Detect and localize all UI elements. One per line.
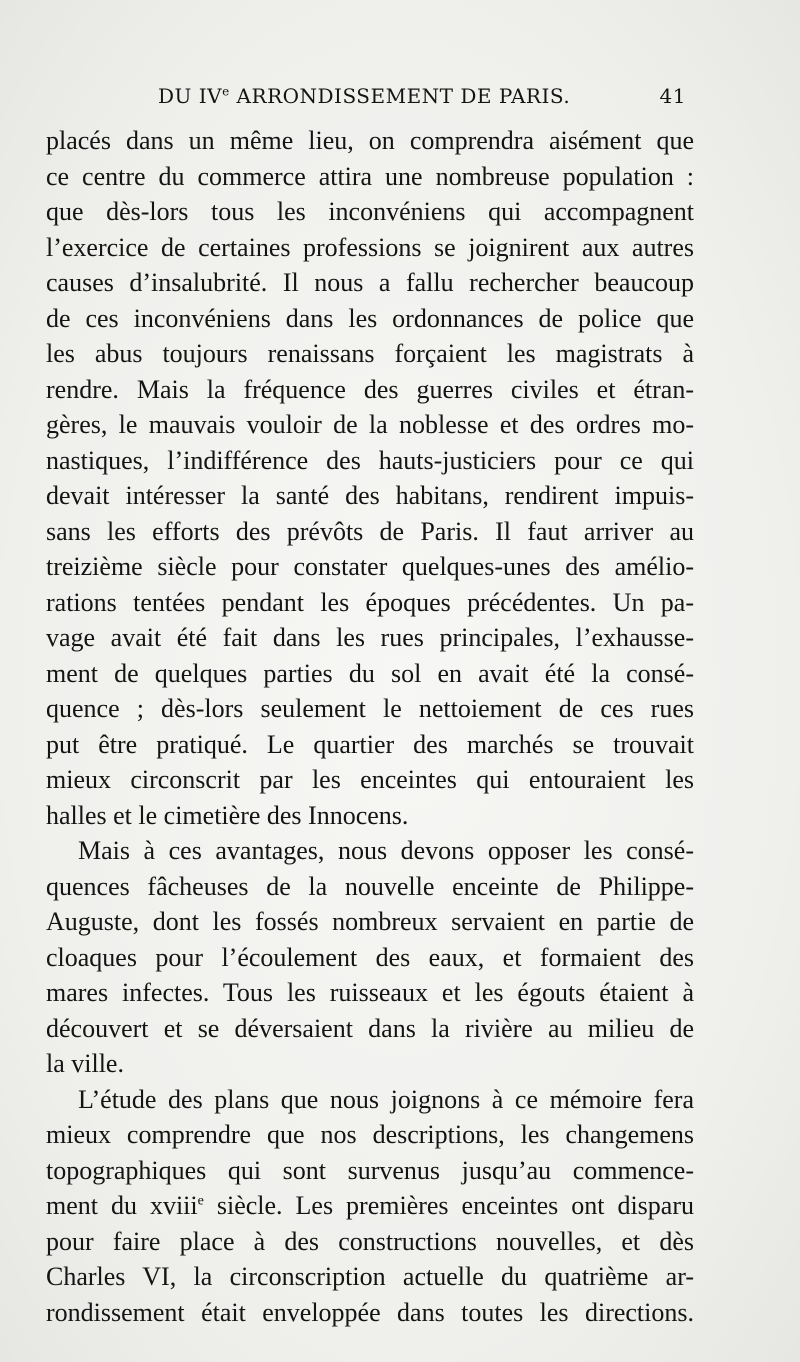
- text-line: halles et le cimetière des Innocens.: [46, 800, 409, 830]
- text-line: put être pratiqué. Le quartier des marchés se trouvait: [46, 729, 694, 759]
- text-line: causes d’insalubrité. Il nous a fallu rechercher beaucoup: [46, 268, 694, 297]
- text-segment: siècle. Les premières enceintes ont disparu: [203, 1191, 694, 1220]
- text-line: sans les efforts des prévôts de Paris. Il faut arriver au: [46, 516, 694, 546]
- text-line: topographiques qui sont survenus jusqu’au commence-: [46, 1155, 694, 1185]
- text-line: pour faire place à des constructions nouvelles, et dès: [46, 1226, 694, 1256]
- text-line: les abus toujours renaissans forçaient les magistrats à: [46, 339, 694, 368]
- text-line: cloaques pour l’écoulement des eaux, et formaient des: [46, 942, 694, 972]
- text-line: mieux circonscrit par les enceintes qui entouraient les: [46, 765, 694, 794]
- text-line: nastiques, l’indifférence des hauts-justiciers pour ce qui: [46, 445, 694, 475]
- text-line: rations tentées pendant les époques précédentes. Un pa-: [46, 587, 694, 617]
- text-line: de ces inconvéniens dans les ordonnances de police que: [46, 303, 694, 333]
- text-line: la ville.: [46, 1049, 124, 1078]
- body-text: [46, 123, 694, 1330]
- text-segment: ment du xviii: [46, 1191, 198, 1220]
- text-line: Auguste, dont les fossés nombreux servaient en partie de: [46, 907, 694, 936]
- text-line: Mais à ces avantages, nous devons opposer les consé-: [78, 836, 694, 865]
- text-line: ce centre du commerce attira une nombreuse population :: [46, 161, 694, 191]
- running-title-superscript: e: [222, 84, 230, 99]
- text-line: que dès-lors tous les inconvéniens qui accompagnent: [46, 197, 694, 226]
- text-line: vage avait été fait dans les rues principales, l’exhausse-: [46, 623, 694, 652]
- text-line: rendre. Mais la fréquence des guerres civiles et étran-: [46, 374, 694, 404]
- text-line: [46, 1188, 694, 1224]
- running-head: [158, 84, 686, 114]
- text-line: placés dans un même lieu, on comprendra aisément que: [46, 126, 694, 155]
- text-line: mieux comprendre que nos descriptions, les changemens: [46, 1120, 694, 1149]
- running-title-suffix: ARRONDISSEMENT DE PARIS.: [229, 84, 571, 108]
- text-line: gères, le mauvais vouloir de la noblesse et des ordres mo-: [46, 410, 694, 439]
- text-line: ment de quelques parties du sol en avait été la consé-: [46, 658, 694, 688]
- running-title: [158, 84, 570, 108]
- superscript: e: [197, 1193, 204, 1209]
- text-line: découvert et se déversaient dans la rivière au milieu de: [46, 1013, 694, 1043]
- text-line: l’exercice de certaines professions se joignirent aux autres: [46, 232, 694, 262]
- text-line: mares infectes. Tous les ruisseaux et les égouts étaient à: [46, 978, 694, 1007]
- text-line: L’étude des plans que nous joignons à ce mémoire fera: [78, 1084, 694, 1114]
- text-line: Charles VI, la circonscription actuelle du quatrième ar-: [46, 1262, 694, 1291]
- text-line: quence ; dès-lors seulement le nettoiement de ces rues: [46, 694, 694, 723]
- running-title-prefix: DU IV: [158, 84, 223, 108]
- text-line: quences fâcheuses de la nouvelle enceinte de Philippe-: [46, 871, 694, 901]
- text-line: treizième siècle pour constater quelques-unes des amélio-: [46, 552, 694, 581]
- text-line: devait intéresser la santé des habitans, rendirent impuis-: [46, 481, 694, 510]
- page-number: 41: [659, 84, 686, 108]
- text-line: rondissement était enveloppée dans toutes les directions.: [46, 1297, 694, 1327]
